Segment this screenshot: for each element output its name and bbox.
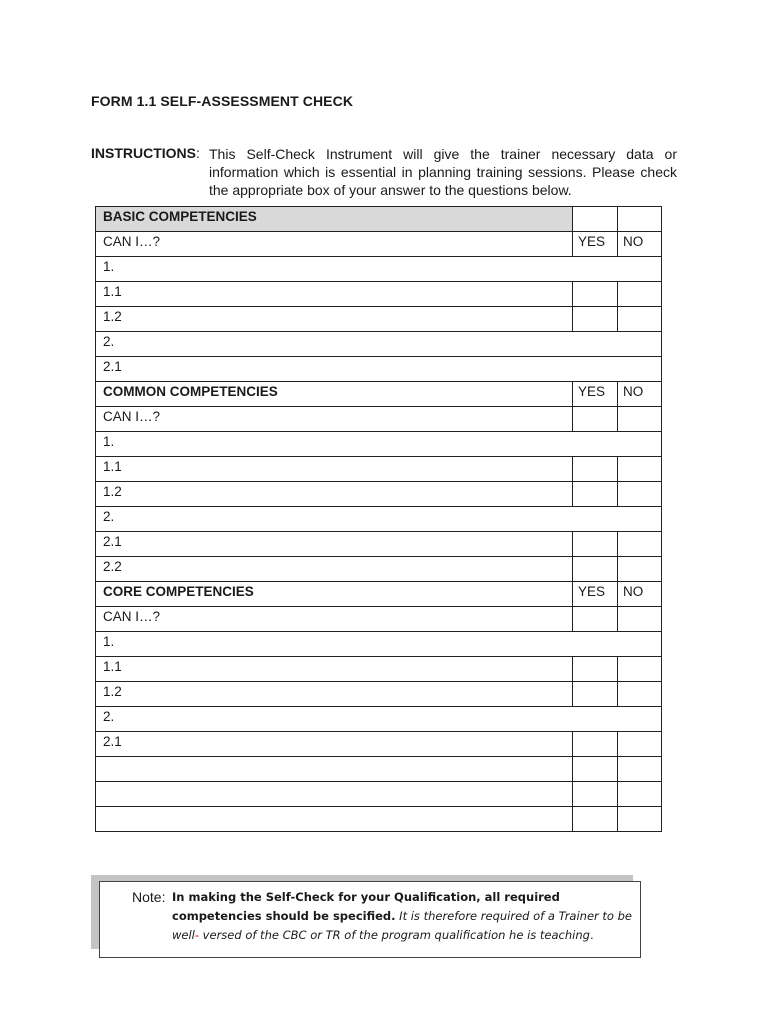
table-row: [96, 607, 662, 632]
yes-cell[interactable]: [573, 657, 618, 682]
no-cell[interactable]: [618, 482, 662, 507]
no-cell[interactable]: [618, 732, 662, 757]
yes-cell[interactable]: [573, 807, 618, 832]
table-row: [96, 232, 662, 257]
table-row: [96, 657, 662, 682]
table-row: [96, 307, 662, 332]
no-cell[interactable]: [618, 782, 662, 807]
table-row: [96, 707, 662, 732]
table-row: [96, 432, 662, 457]
table-row: [96, 457, 662, 482]
table-row: [96, 582, 662, 607]
yes-cell[interactable]: [573, 682, 618, 707]
yes-cell: YES: [573, 382, 618, 407]
yes-cell: [573, 207, 618, 232]
question-cell: 1.1: [96, 282, 573, 307]
section-header-cell: BASIC COMPETENCIES: [96, 207, 573, 232]
note-italic-text-a: It is therefore required of a Trainer to be well: [172, 909, 633, 942]
table-row: [96, 632, 662, 657]
yes-cell[interactable]: [573, 407, 618, 432]
note-red-dash: -: [194, 928, 200, 942]
table-row: [96, 207, 662, 232]
question-cell: [96, 757, 573, 782]
instructions-colon: :: [196, 145, 200, 161]
note-box: [99, 881, 641, 958]
table-row: [96, 557, 662, 582]
table-row: [96, 507, 662, 532]
form-title: FORM 1.1 SELF-ASSESSMENT CHECK: [91, 93, 354, 109]
yes-cell[interactable]: [573, 457, 618, 482]
question-cell: 2.1: [96, 357, 662, 382]
question-cell: 2.: [96, 332, 662, 357]
note-text: [172, 888, 634, 945]
yes-cell[interactable]: [573, 282, 618, 307]
table-row: [96, 257, 662, 282]
question-cell: 1.1: [96, 657, 573, 682]
no-cell[interactable]: [618, 407, 662, 432]
no-cell[interactable]: [618, 557, 662, 582]
yes-cell[interactable]: [573, 757, 618, 782]
question-cell: 1.2: [96, 482, 573, 507]
yes-cell[interactable]: [573, 732, 618, 757]
no-cell[interactable]: [618, 532, 662, 557]
instructions-label-text: INSTRUCTIONS: [91, 145, 196, 161]
question-cell: 2.2: [96, 557, 573, 582]
question-cell: [96, 807, 573, 832]
no-cell: NO: [618, 232, 662, 257]
no-cell: NO: [618, 582, 662, 607]
section-header-cell: COMMON COMPETENCIES: [96, 382, 573, 407]
self-check-table: [95, 206, 662, 832]
question-cell: 1.2: [96, 307, 573, 332]
no-cell: [618, 207, 662, 232]
note-period: .: [589, 928, 594, 942]
yes-cell[interactable]: [573, 557, 618, 582]
instructions-label: [91, 145, 200, 161]
question-cell: 2.1: [96, 532, 573, 557]
note-bold-text: In making the Self-Check for your Qualification, all required competencies should be specified.: [172, 890, 560, 923]
yes-cell: YES: [573, 232, 618, 257]
section-header-cell: CORE COMPETENCIES: [96, 582, 573, 607]
table-row: [96, 782, 662, 807]
question-cell: CAN I…?: [96, 232, 573, 257]
table-row: [96, 407, 662, 432]
instructions-text: This Self-Check Instrument will give the trainer necessary data or information which is essential in planning training sessions. Please check the appropriate box of your answer to the questions below.: [209, 146, 677, 198]
table-row: [96, 332, 662, 357]
table-row: [96, 532, 662, 557]
question-cell: CAN I…?: [96, 607, 573, 632]
yes-cell[interactable]: [573, 307, 618, 332]
table-row: [96, 682, 662, 707]
no-cell[interactable]: [618, 682, 662, 707]
note-italic-text-b: versed of the CBC or TR of the program qualification he is teaching: [199, 928, 590, 942]
yes-cell[interactable]: [573, 607, 618, 632]
question-cell: 1.: [96, 632, 662, 657]
question-cell: 1.: [96, 257, 662, 282]
table-row: [96, 282, 662, 307]
question-cell: 2.: [96, 507, 662, 532]
table-row: [96, 482, 662, 507]
no-cell[interactable]: [618, 657, 662, 682]
table-row: [96, 357, 662, 382]
yes-cell[interactable]: [573, 482, 618, 507]
question-cell: 1.2: [96, 682, 573, 707]
no-cell[interactable]: [618, 607, 662, 632]
no-cell[interactable]: [618, 757, 662, 782]
question-cell: 2.1: [96, 732, 573, 757]
no-cell[interactable]: [618, 457, 662, 482]
question-cell: 1.1: [96, 457, 573, 482]
table-row: [96, 807, 662, 832]
question-cell: 1.: [96, 432, 662, 457]
yes-cell: YES: [573, 582, 618, 607]
no-cell: NO: [618, 382, 662, 407]
no-cell[interactable]: [618, 807, 662, 832]
no-cell[interactable]: [618, 307, 662, 332]
question-cell: [96, 782, 573, 807]
no-cell[interactable]: [618, 282, 662, 307]
question-cell: CAN I…?: [96, 407, 573, 432]
question-cell: 2.: [96, 707, 662, 732]
table-row: [96, 757, 662, 782]
table-row: [96, 732, 662, 757]
note-label: Note:: [132, 889, 166, 905]
yes-cell[interactable]: [573, 782, 618, 807]
yes-cell[interactable]: [573, 532, 618, 557]
table-row: [96, 382, 662, 407]
